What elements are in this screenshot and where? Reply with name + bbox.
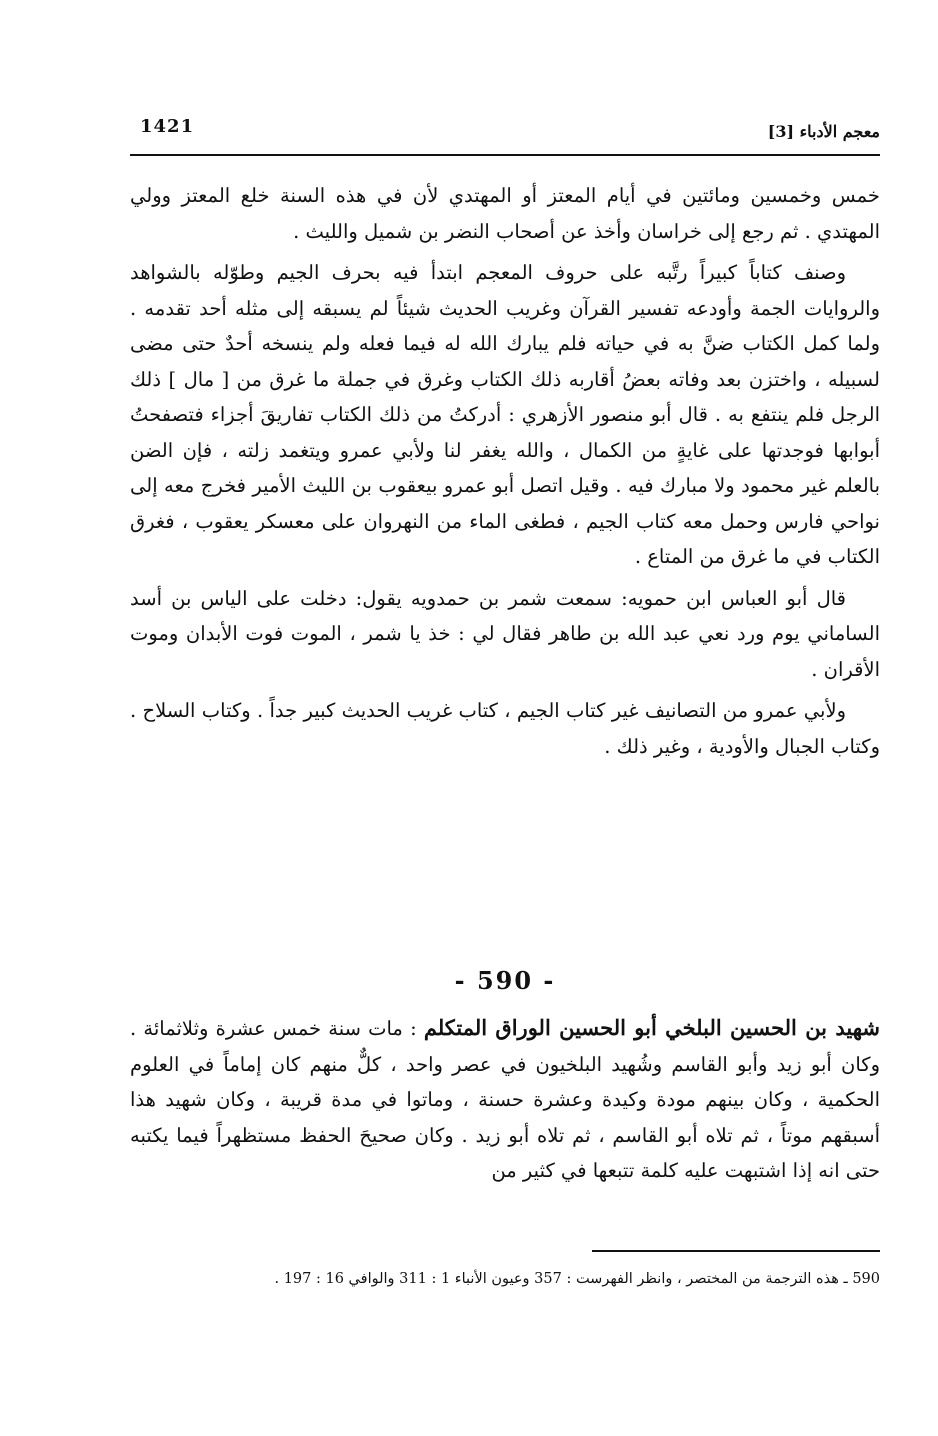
paragraph: قال أبو العباس ابن حمويه: سمعت شمر بن حمدويه يقول: دخلت على الياس بن أسد الساماني يوم ورد نعي عبد الله بن طاهر فقال لي : خذ يا شمر ، الموت فوت الأبدان وموت الأقران . (130, 586, 880, 681)
paragraph: ولأبي عمرو من التصانيف غير كتاب الجيم ، كتاب غريب الحديث كبير جداً . وكتاب السلاح . وكتاب الجبال والأودية ، وغير ذلك . (130, 699, 880, 758)
page-header (130, 112, 880, 152)
entry-body: : مات سنة خمس عشرة وثلاثمائة . وكان أبو زيد وأبو القاسم وشُهيد البلخيون في عصر واحد ، كلٌّ منهم كان إماماً في العلوم الحكمية ، وكان بينهم مودة وكيدة وعشرة حسنة ، وماتوا في مدة قريبة ، وكان شهيد هذا أسبقهم موتاً ، ثم تلاه أبو القاسم ، ثم تلاه أبو زيد . وكان صحيحَ الحفظ مستظهراً فيما يكتبه حتى انه إذا اشتبهت عليه كلمة تتبعها في كثير من (130, 1017, 880, 1182)
footnote: 590 ـ هذه الترجمة من المختصر ، وانظر الفهرست : 357 وعيون الأنباء 1 : 311 والوافي 16 : 197 . (274, 1271, 880, 1287)
main-text (130, 178, 880, 770)
paragraph: خمس وخمسين ومائتين في أيام المعتز أو المهتدي لأن في هذه السنة خلع المعتز وولي المهتدي . ثم رجع إلى خراسان وأخذ عن أصحاب النضر بن شميل والليث . (130, 184, 880, 243)
header-rule (130, 154, 880, 156)
running-head: معجم الأدباء [3] (767, 122, 880, 141)
entry-name: شهيد بن الحسين البلخي أبو الحسين الوراق المتكلم (423, 1015, 880, 1040)
page-number: 1421 (140, 116, 195, 137)
entry-number: - 590 - (454, 966, 556, 995)
paragraph: وصنف كتاباً كبيراً رتَّبه على حروف المعجم ابتدأ فيه بحرف الجيم وطوّله بالشواهد والروايات الجمة وأودعه تفسير القرآن وغريب الحديث شيئاً لم يسبقه إلى مثله أحد تقدمه . ولما كمل الكتاب ضنَّ به في حياته فلم يبارك الله له فيما فعله ولم ينسخه أحدٌ حتى مضى لسبيله ، واختزن بعد وفاته بعضُ أقاربه ذلك الكتاب وغرق في جملة ما غرق من [ مال ] ذلك الرجل فلم ينتفع به . قال أبو منصور الأزهري : أدركتُ من ذلك الكتاب تفاريقَ أجزاء فتصفحتُ أبوابها فوجدتها على غايةٍ من الكمال ، والله يغفر لنا ولأبي عمرو ويتغمد زلته ، فإن الضن بالعلم غير محمود ولا مبارك فيه . وقيل اتصل أبو عمرو بيعقوب بن الليث الأمير فخرج معه إلى نواحي فارس وحمل معه كتاب الجيم ، فطغى الماء من النهروان على معسكر يعقوب ، فغرق الكتاب في ما غرق من المتاع . (130, 261, 880, 568)
footnote-rule (592, 1250, 880, 1252)
entry-paragraph (130, 1010, 880, 1189)
